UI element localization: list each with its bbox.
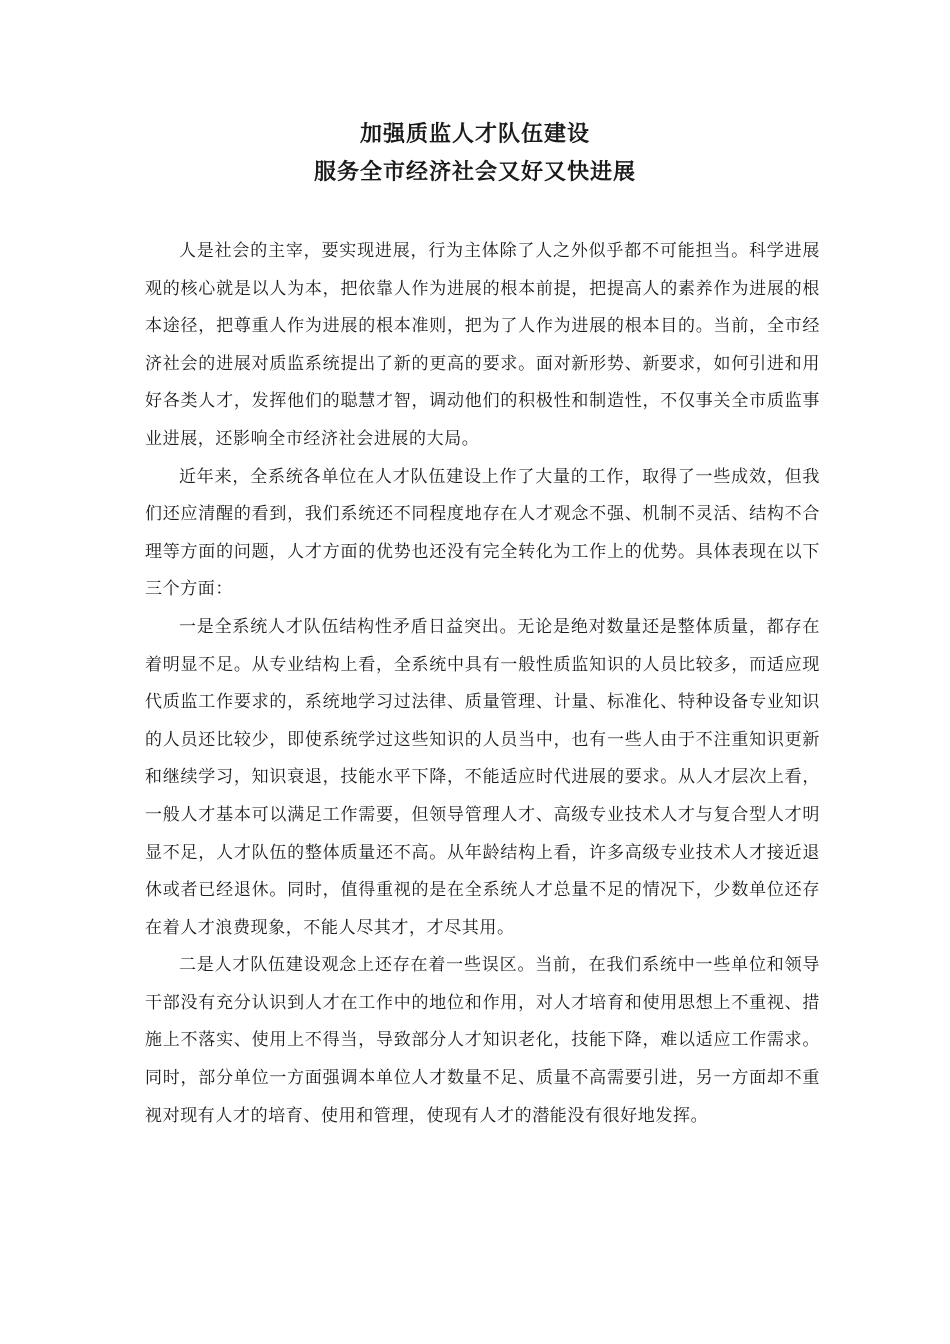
document-title-line-1: 加强质监人才队伍建设: [359, 121, 590, 147]
document-title-line-2: 服务全市经济社会又好又快进展: [313, 159, 636, 185]
paragraph-4: 二是人才队伍建设观念上还存在着一些误区。当前，在我们系统中一些单位和领导干部没有充分认识到人才在工作中的地位和作用，对人才培育和使用思想上不重视、措施上不落实、使用上不得当，导致部分人才知识老化，技能下降，难以适应工作需求。同时，部分单位一方面强调本单位人才数量不足、质量不高需要引进，另一方面却不重视对现有人才的培育、使用和管理，使现有人才的潜能没有很好地发挥。: [145, 955, 820, 1126]
paragraph-1: 人是社会的主宰，要实现进展，行为主体除了人之外似乎都不可能担当。科学进展观的核心就是以人为本，把依靠人作为进展的根本前提，把提高人的素养作为进展的根本途径，把尊重人作为进展的根本准则，把为了人作为进展的根本目的。当前，全市经济社会的进展对质监系统提出了新的更高的要求。面对新形势、新要求，如何引进和用好各类人才，发挥他们的聪慧才智，调动他们的积极性和制造性，不仅事关全市质监事业进展，还影响全市经济社会进展的大局。: [145, 241, 820, 449]
paragraph-2: 近年来，全系统各单位在人才队伍建设上作了大量的工作，取得了一些成效，但我们还应清醒的看到，我们系统还不同程度地存在人才观念不强、机制不灵活、结构不合理等方面的问题，人才方面的优势也还没有完全转化为工作上的优势。具体表现在以下三个方面：: [145, 466, 820, 600]
document-body: [145, 233, 820, 1135]
paragraph-3: 一是全系统人才队伍结构性矛盾日益突出。无论是绝对数量还是整体质量，都存在着明显不足。从专业结构上看，全系统中具有一般性质监知识的人员比较多，而适应现代质监工作要求的，系统地学习过法律、质量管理、计量、标准化、特种设备专业知识的人员还比较少，即使系统学过这些知识的人员当中，也有一些人由于不注重知识更新和继续学习，知识衰退，技能水平下降，不能适应时代进展的要求。从人才层次上看，一般人才基本可以满足工作需要，但领导管理人才、高级专业技术人才与复合型人才明显不足，人才队伍的整体质量还不高。从年龄结构上看，许多高级专业技术人才接近退休或者已经退休。同时，值得重视的是在全系统人才总量不足的情况下，少数单位还存在着人才浪费现象，不能人尽其才，才尽其用。: [145, 616, 820, 938]
